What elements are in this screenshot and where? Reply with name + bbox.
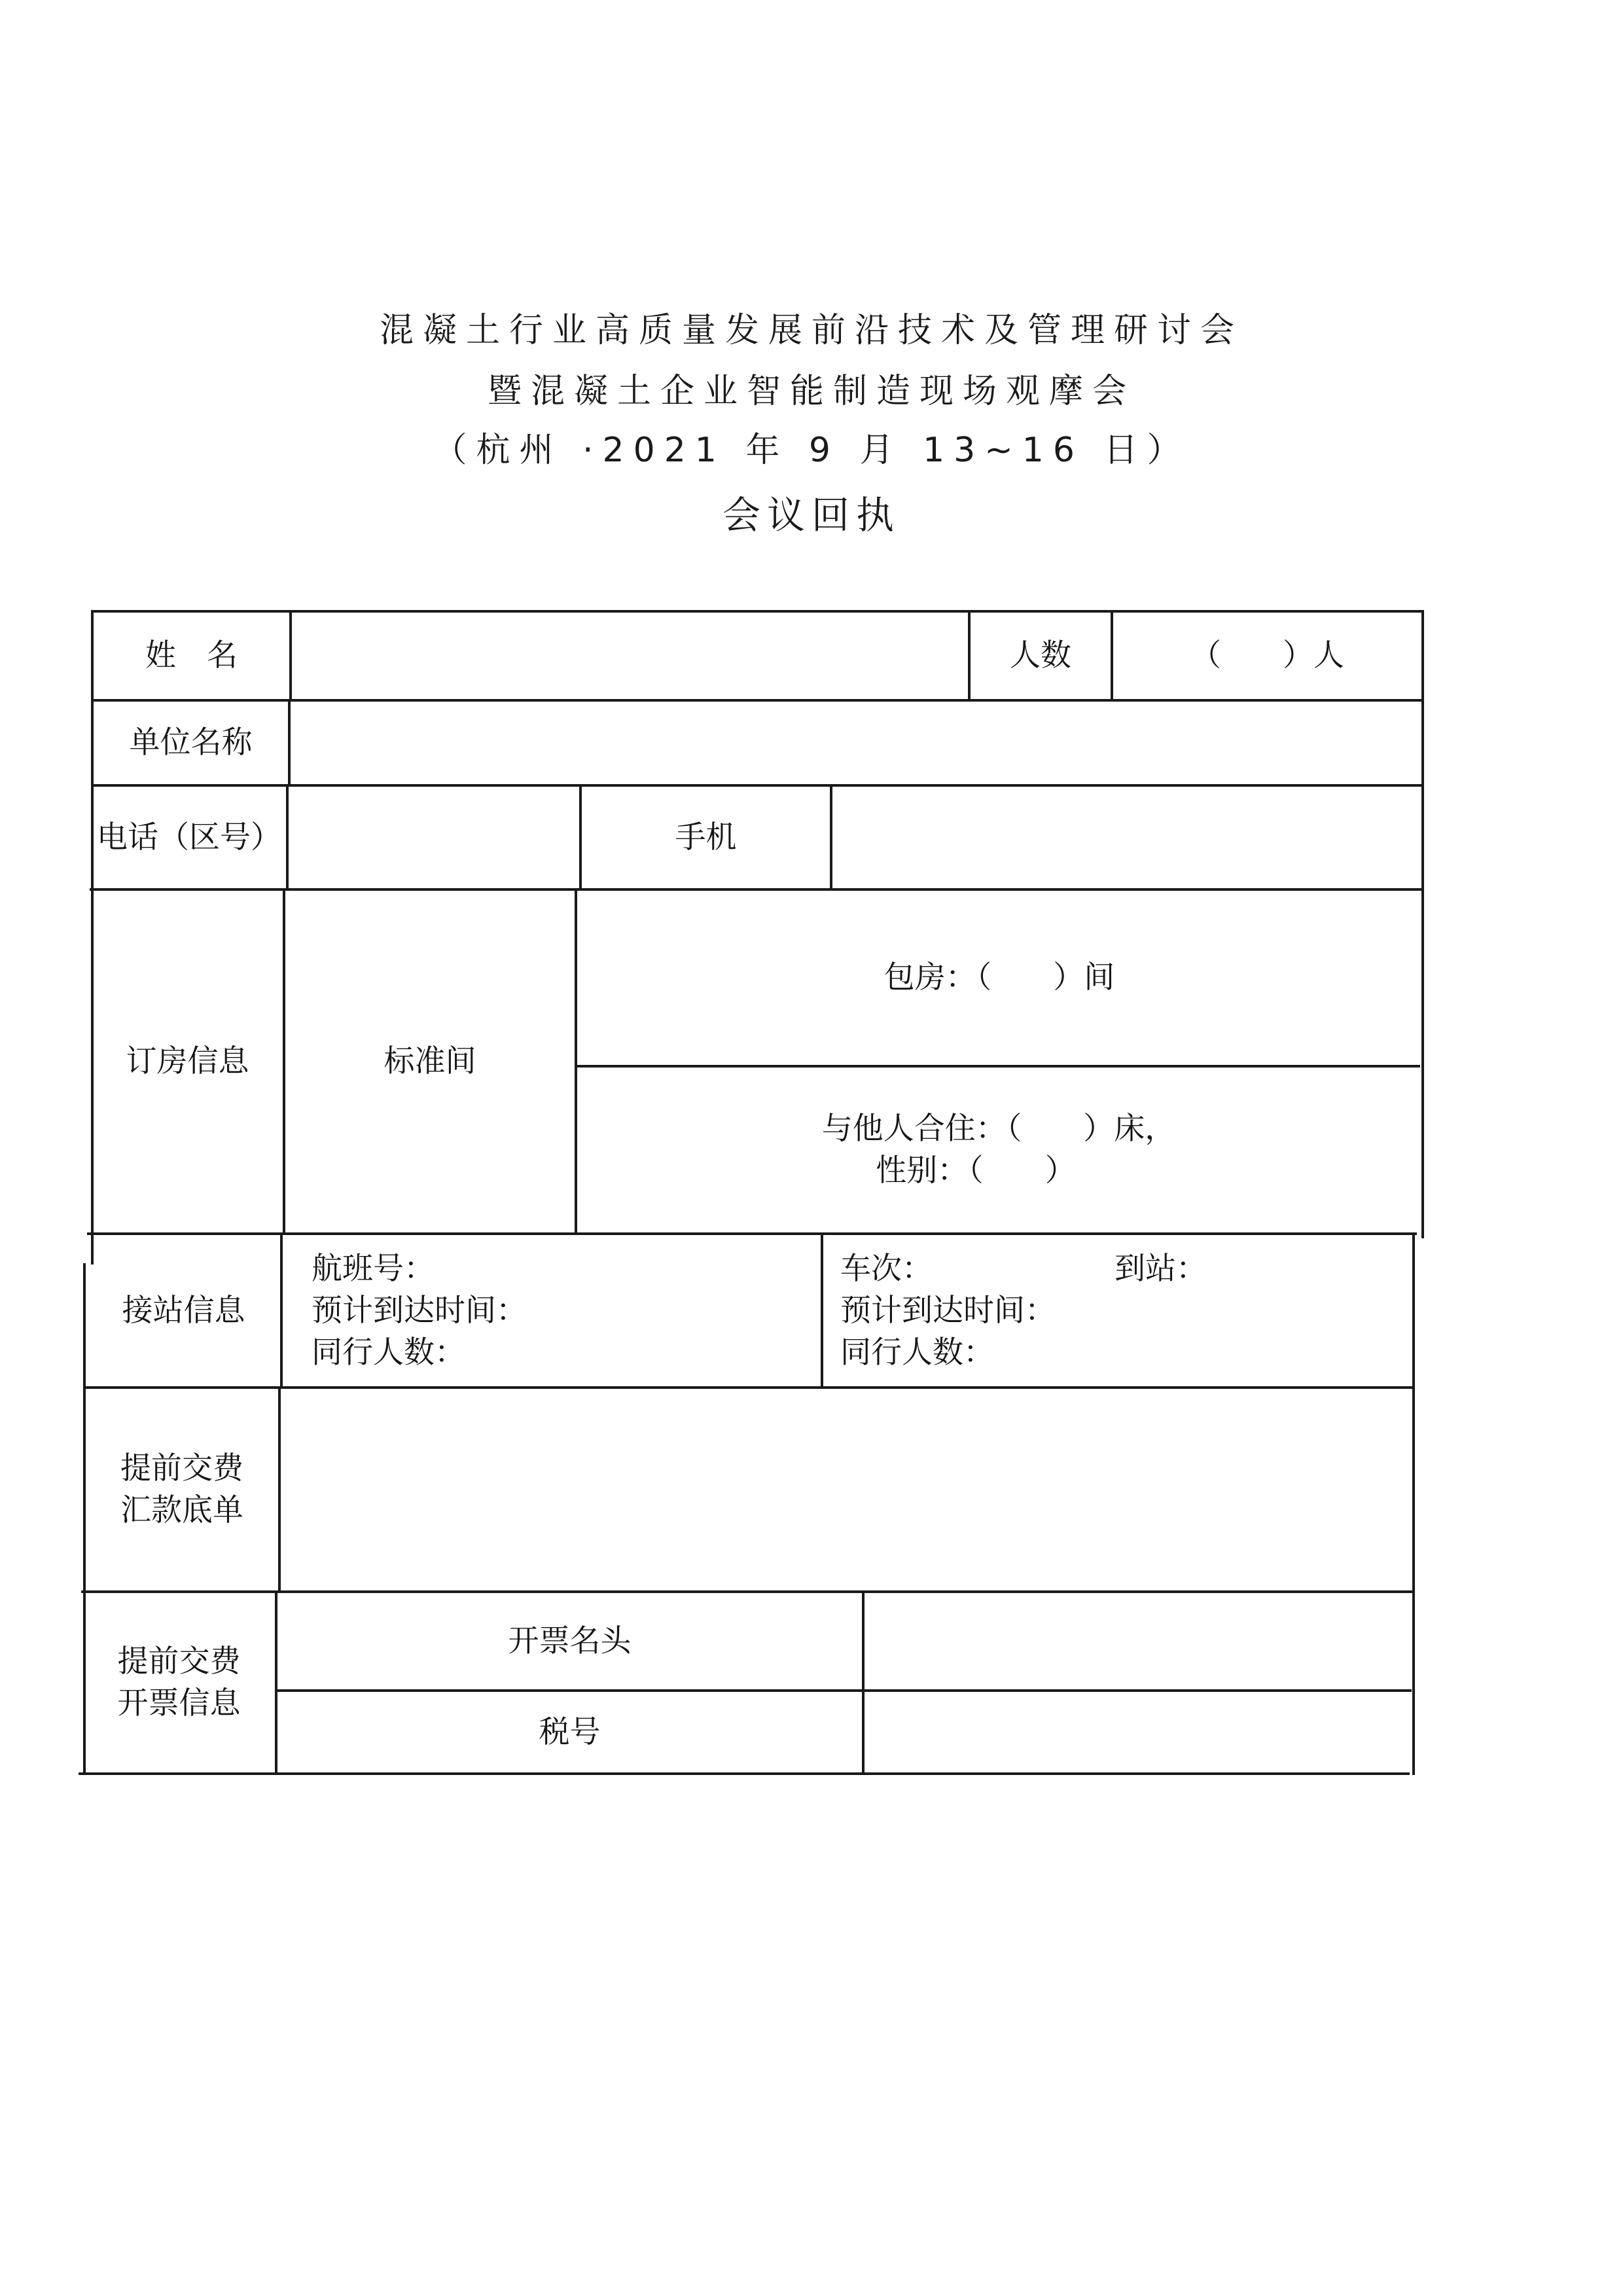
booking-label: 订房信息 (126, 1043, 249, 1079)
arrival-station-label: 到站： (1115, 1250, 1207, 1287)
company-label: 单位名称 (129, 725, 253, 761)
flight-number-label: 航班号： (312, 1250, 435, 1287)
prepay-invoice-label (83, 1593, 275, 1772)
train-eta-label: 预计到达时间： (840, 1292, 1056, 1329)
private-room-field[interactable]: 包房：（ ）间 (883, 960, 1115, 996)
prepay-receipt-line2: 汇款底单 (120, 1492, 243, 1528)
train-number-row (840, 1248, 1207, 1290)
column-divider (280, 1232, 283, 1388)
name-label: 姓 名 (145, 637, 238, 673)
invoice-title-field[interactable] (865, 1593, 1412, 1689)
event-date-location: （杭州 ·2021 年 9 月 13~16 日） (433, 431, 1190, 470)
attendee-count-field[interactable]: （ ）人 (1190, 637, 1344, 673)
train-number-label: 车次： (840, 1250, 933, 1287)
form-title: 会议回执 (722, 493, 901, 537)
shared-room-text (822, 1108, 1176, 1192)
prepay-receipt-label (86, 1389, 278, 1590)
right-border (1421, 610, 1424, 1238)
prepay-invoice-line1: 提前交费 (117, 1643, 241, 1679)
phone-field[interactable] (289, 787, 579, 888)
train-info-field[interactable] (840, 1235, 1410, 1386)
prepay-receipt-line1: 提前交费 (120, 1450, 243, 1486)
gender-text: 性别：（ ） (876, 1153, 1076, 1189)
flight-eta-label: 预计到达时间： (312, 1292, 527, 1329)
event-title: 混凝土行业高质量发展前沿技术及管理研讨会 (379, 311, 1243, 350)
flight-info-field[interactable] (312, 1235, 821, 1386)
pickup-label: 接站信息 (122, 1292, 245, 1329)
phone-label: 电话（区号） (97, 819, 281, 855)
invoice-title-label: 开票名头 (508, 1623, 632, 1659)
receipt-upload-field[interactable] (281, 1389, 1415, 1590)
mobile-label: 手机 (675, 819, 737, 855)
train-companions-label: 同行人数： (840, 1334, 994, 1371)
shared-room-field[interactable] (577, 1067, 1420, 1232)
company-field[interactable] (291, 702, 1421, 784)
tax-id-field[interactable] (865, 1692, 1410, 1772)
row-divider (79, 1772, 1410, 1775)
standard-room-label: 标准间 (383, 1043, 476, 1079)
tax-id-label: 税号 (539, 1713, 601, 1750)
event-subtitle: 暨混凝土企业智能制造现场观摩会 (487, 372, 1135, 411)
name-field[interactable] (292, 613, 968, 699)
prepay-invoice-line2: 开票信息 (117, 1685, 241, 1721)
mobile-field[interactable] (832, 787, 1421, 888)
attendee-count-label: 人数 (1010, 637, 1071, 673)
shared-beds-text: 与他人合住：（ ）床， (821, 1111, 1176, 1147)
column-divider (821, 1232, 823, 1388)
flight-info (312, 1248, 527, 1374)
flight-companions-label: 同行人数： (312, 1334, 465, 1371)
train-info (840, 1248, 1207, 1374)
